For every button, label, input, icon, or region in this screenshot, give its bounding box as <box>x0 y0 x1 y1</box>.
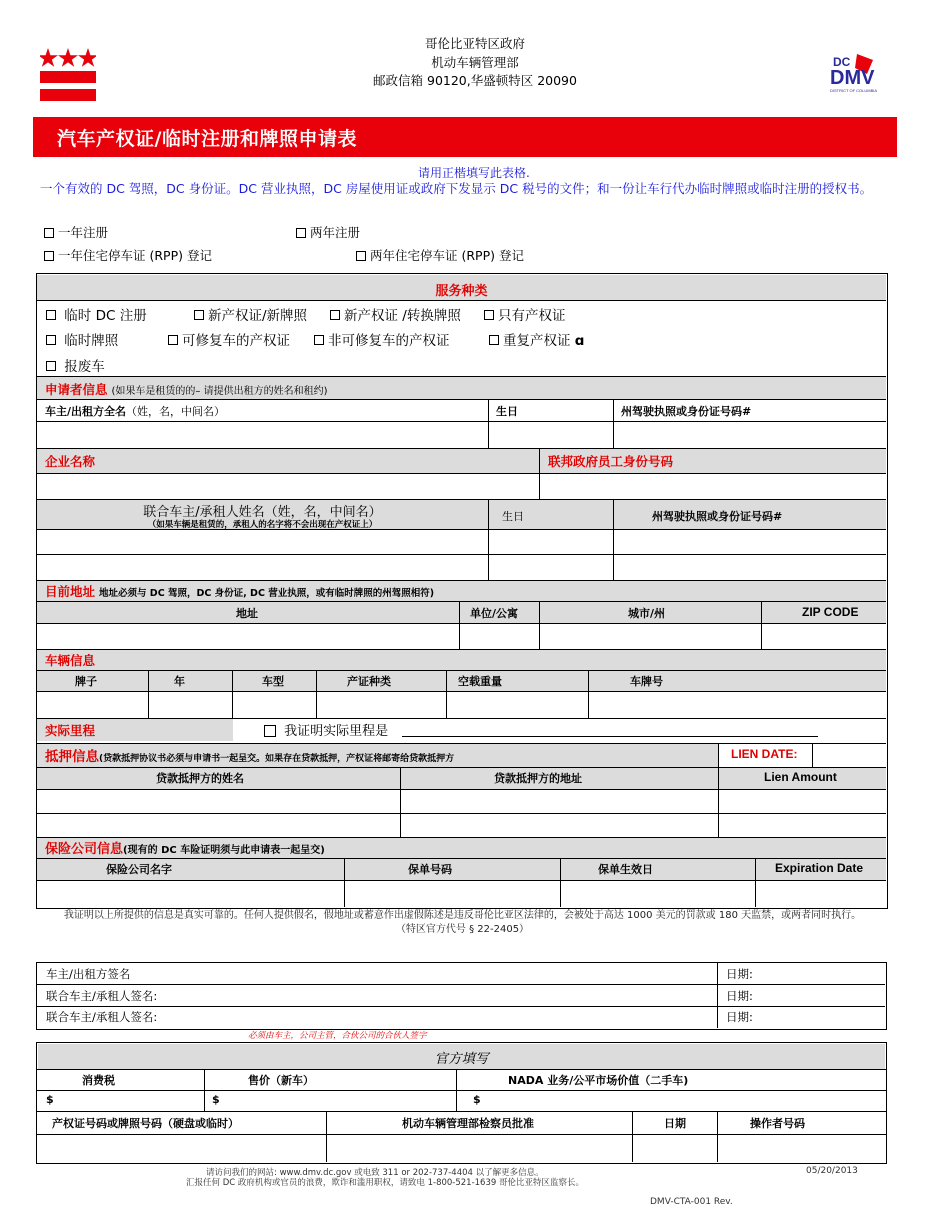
certification-text: 我证明以上所提供的信息是真实可靠的。任何人提供假名，假地址或蓄意作出虚假陈述是违反哥伦比亚区法律的，会被处于高达 1000 美元的罚款或 180 天监禁，或两者同时执行。（特区官方代号 § 22-2405） <box>63 910 862 935</box>
signature-note: 必须由车主，公司主管，合伙公司的合伙人签字 <box>248 1031 427 1041</box>
nada-label: NADA 业务/公平市场价值（二手车) <box>508 1074 689 1087</box>
insurance-header: 保险公司信息(现有的 DC 车险证明须与此申请表一起呈交) <box>45 842 325 857</box>
signature-date-label-2: 日期: <box>726 989 753 1003</box>
weight-label: 空载重量 <box>458 675 502 688</box>
service-temp-dc-reg[interactable]: 临时 DC 注册 <box>46 304 147 324</box>
form-title-bar <box>33 117 897 157</box>
signature-date-field-2[interactable] <box>760 985 884 1006</box>
owner-signature-field[interactable] <box>195 963 715 984</box>
signature-date-label-3: 日期: <box>726 1010 753 1024</box>
inspector-field[interactable] <box>327 1135 631 1161</box>
checkbox-icon[interactable] <box>46 361 56 371</box>
agency-address: 邮政信箱 90120,华盛顿特区 20090 <box>373 73 577 88</box>
make-field[interactable] <box>38 692 147 717</box>
lien-address-field-1[interactable] <box>401 790 717 813</box>
make-label: 牌子 <box>75 675 97 688</box>
official-date-field[interactable] <box>633 1135 716 1161</box>
mileage-field[interactable] <box>402 736 818 737</box>
checkbox-icon[interactable] <box>356 251 366 261</box>
unit-field[interactable] <box>460 624 538 648</box>
owner-name-field[interactable] <box>38 422 487 447</box>
dob-field[interactable] <box>489 422 612 447</box>
year-label: 年 <box>174 675 185 688</box>
form-title: 汽车产权证/临时注册和牌照申请表 <box>57 128 357 150</box>
official-header: 官方填写 <box>434 1051 489 1067</box>
checkbox-icon[interactable] <box>489 335 499 345</box>
lien-address-label: 贷款抵押方的地址 <box>494 772 582 785</box>
checkbox-icon[interactable] <box>168 335 178 345</box>
footer-fraud-line: 汇报任何 DC 政府机构或官员的浪费，欺诈和滥用职权，请致电 1-800-521-1639 哥伦比亚特区监察长。 <box>186 1178 584 1188</box>
service-temp-tags[interactable]: 临时牌照 <box>46 329 118 349</box>
dmv-logo-sub: DISTRICT OF COLUMBIA <box>830 88 878 93</box>
option-rpp-two-year[interactable]: 两年住宅停车证 (RPP) 登记 <box>356 246 524 264</box>
street-label: 地址 <box>236 607 258 620</box>
checkbox-icon[interactable] <box>46 310 56 320</box>
co-owner-field-2[interactable] <box>38 555 487 579</box>
co-owner-note: （如果车辆是租赁的，承租人的名字将不会出现在产权证上） <box>147 520 378 530</box>
requirements-text: 一个有效的 DC 驾照，DC 身份证。DC 营业执照，DC 房屋使用证或政府下发显示 DC 税号的文件；和一份让车行代办临时牌照或临时注册的授权书。 <box>40 181 873 196</box>
option-one-year[interactable]: 一年注册 <box>44 223 108 241</box>
service-title-only[interactable]: 只有产权证 <box>484 304 566 324</box>
footer-website: 请访问我们的网站: www.dmv.dc.gov 或电致 311 or 202-737-4404 以了解更多信息。 <box>206 1168 544 1178</box>
co-owner-signature-label-2: 联合车主/承租人签名: <box>46 1010 158 1024</box>
co-license-label: 州驾驶执照或身份证号码# <box>652 510 783 523</box>
business-field[interactable] <box>38 474 538 498</box>
service-new-title[interactable]: 新产权证/新牌照 <box>194 304 307 324</box>
title-tag-no-label: 产权证号码或牌照号码（硬盘或临时） <box>52 1117 239 1130</box>
nada-field[interactable]: $ <box>473 1093 481 1106</box>
city-label: 城市/州 <box>628 607 666 620</box>
model-label: 车型 <box>262 675 284 688</box>
service-repairable-title[interactable]: 可修复车的产权证 <box>168 329 290 349</box>
lien-amount-label: Lien Amount <box>764 770 837 784</box>
dmv-logo-dc: DC <box>833 55 851 69</box>
agency-department: 机动车辆管理部 <box>431 55 519 70</box>
title-tag-no-field[interactable] <box>38 1135 325 1161</box>
co-dob-label: 生日 <box>502 510 524 523</box>
year-field[interactable] <box>149 692 231 717</box>
effective-label: 保单生效日 <box>598 863 653 876</box>
mileage-label: 实际里程 <box>45 723 96 738</box>
license-field[interactable] <box>614 422 885 447</box>
dc-flag-logo <box>40 48 96 102</box>
price-new-label: 售价（新车） <box>248 1074 314 1087</box>
lien-date-field[interactable] <box>813 744 885 767</box>
lien-date-label: LIEN DATE: <box>731 747 798 761</box>
address-header: 目前地址 地址必须与 DC 驾照，DC 身份证, DC 营业执照，或有临时牌照的州驾照相符) <box>45 584 435 599</box>
business-label: 企业名称 <box>45 454 96 469</box>
signature-date-field-3[interactable] <box>760 1007 884 1027</box>
excise-tax-label: 消费税 <box>82 1074 115 1087</box>
co-owner-signature-field-2[interactable] <box>195 1007 715 1027</box>
license-label: 州驾驶执照或身份证号码# <box>621 405 752 418</box>
effective-field[interactable] <box>561 881 754 906</box>
insurance-company-field[interactable] <box>38 881 343 906</box>
service-junk[interactable]: 报废车 <box>46 355 105 375</box>
lien-name-label: 贷款抵押方的姓名 <box>156 772 244 785</box>
street-field[interactable] <box>38 624 458 648</box>
option-two-year[interactable]: 两年注册 <box>296 223 360 241</box>
service-duplicate-title[interactable]: 重复产权证 ɑ <box>489 329 584 349</box>
footer-date: 05/20/2013 <box>806 1166 858 1176</box>
lien-address-field-2[interactable] <box>401 814 717 837</box>
print-note: 请用正楷填写此表格. <box>418 166 530 180</box>
dob-label: 生日 <box>496 405 518 418</box>
checkbox-icon[interactable] <box>296 228 306 238</box>
services-header: 服务种类 <box>435 284 488 299</box>
owner-signature-label: 车主/出租方签名 <box>46 967 131 981</box>
checkbox-icon[interactable] <box>314 335 324 345</box>
dmv-logo-text: DMV <box>830 67 875 89</box>
checkbox-icon[interactable] <box>264 725 276 737</box>
model-field[interactable] <box>233 692 315 717</box>
checkbox-icon[interactable] <box>46 335 56 345</box>
co-owner-label: 联合车主/承租人姓名（姓，名，中间名） <box>143 505 382 520</box>
zip-label: ZIP CODE <box>802 605 859 619</box>
lien-name-field-1[interactable] <box>38 790 399 813</box>
title-type-label: 产证种类 <box>347 675 391 688</box>
lien-name-field-2[interactable] <box>38 814 399 837</box>
co-owner-signature-label-1: 联合车主/承租人签名: <box>46 989 158 1003</box>
service-new-title-transfer[interactable]: 新产权证 /转换牌照 <box>330 304 461 324</box>
checkbox-icon[interactable] <box>44 228 54 238</box>
agency-government: 哥伦比亚特区政府 <box>424 36 525 51</box>
form-number: DMV-CTA-001 Rev. <box>650 1197 733 1207</box>
service-non-repairable-title[interactable]: 非可修复车的产权证 <box>314 329 450 349</box>
option-rpp-one-year[interactable]: 一年住宅停车证 (RPP) 登记 <box>44 246 212 264</box>
city-field[interactable] <box>540 624 760 648</box>
inspector-label: 机动车辆管理部检察员批准 <box>402 1117 534 1130</box>
official-date-label: 日期 <box>664 1117 686 1130</box>
expiration-label: Expiration Date <box>775 861 864 875</box>
checkbox-icon[interactable] <box>330 310 340 320</box>
federal-id-field[interactable] <box>540 474 885 498</box>
federal-id-label: 联邦政府员工身份号码 <box>548 454 674 469</box>
policy-field[interactable] <box>345 881 559 906</box>
lien-amount-field-1[interactable] <box>719 790 885 813</box>
owner-name-label: 车主/出租方全名（姓，名，中间名） <box>45 405 226 418</box>
lien-amount-field-2[interactable] <box>719 814 885 837</box>
weight-field[interactable] <box>447 692 587 717</box>
zip-field[interactable] <box>762 624 885 648</box>
checkbox-icon[interactable] <box>484 310 494 320</box>
vehicle-header: 车辆信息 <box>45 653 96 668</box>
lien-header: 抵押信息(贷款抵押协议书必须与申请书一起呈交。如果存在贷款抵押，产权证将邮寄给贷款抵押方 <box>45 749 455 765</box>
checkbox-icon[interactable] <box>194 310 204 320</box>
signature-date-label-1: 日期: <box>726 967 753 981</box>
policy-label: 保单号码 <box>408 863 452 876</box>
unit-label: 单位/公寓 <box>470 607 519 620</box>
operator-field[interactable] <box>718 1135 884 1161</box>
title-type-field[interactable] <box>317 692 445 717</box>
co-owner-signature-field-1[interactable] <box>195 985 715 1006</box>
price-new-field[interactable]: $ <box>212 1093 220 1106</box>
applicant-header: 申请者信息 (如果车是租赁的的– 请提供出租方的姓名和租约) <box>45 382 328 397</box>
checkbox-icon[interactable] <box>44 251 54 261</box>
co-owner-field-1[interactable] <box>38 530 487 554</box>
mileage-cert[interactable]: 我证明实际里程是 <box>264 720 388 739</box>
insurance-company-label: 保险公司名字 <box>106 863 172 876</box>
dmv-logo <box>827 52 887 98</box>
tag-label: 车牌号 <box>630 675 663 688</box>
excise-tax-field[interactable]: $ <box>46 1093 54 1106</box>
tag-field[interactable] <box>589 692 885 717</box>
expiration-field[interactable] <box>756 881 885 906</box>
operator-label: 操作者号码 <box>750 1117 805 1130</box>
signature-date-field-1[interactable] <box>760 963 884 984</box>
